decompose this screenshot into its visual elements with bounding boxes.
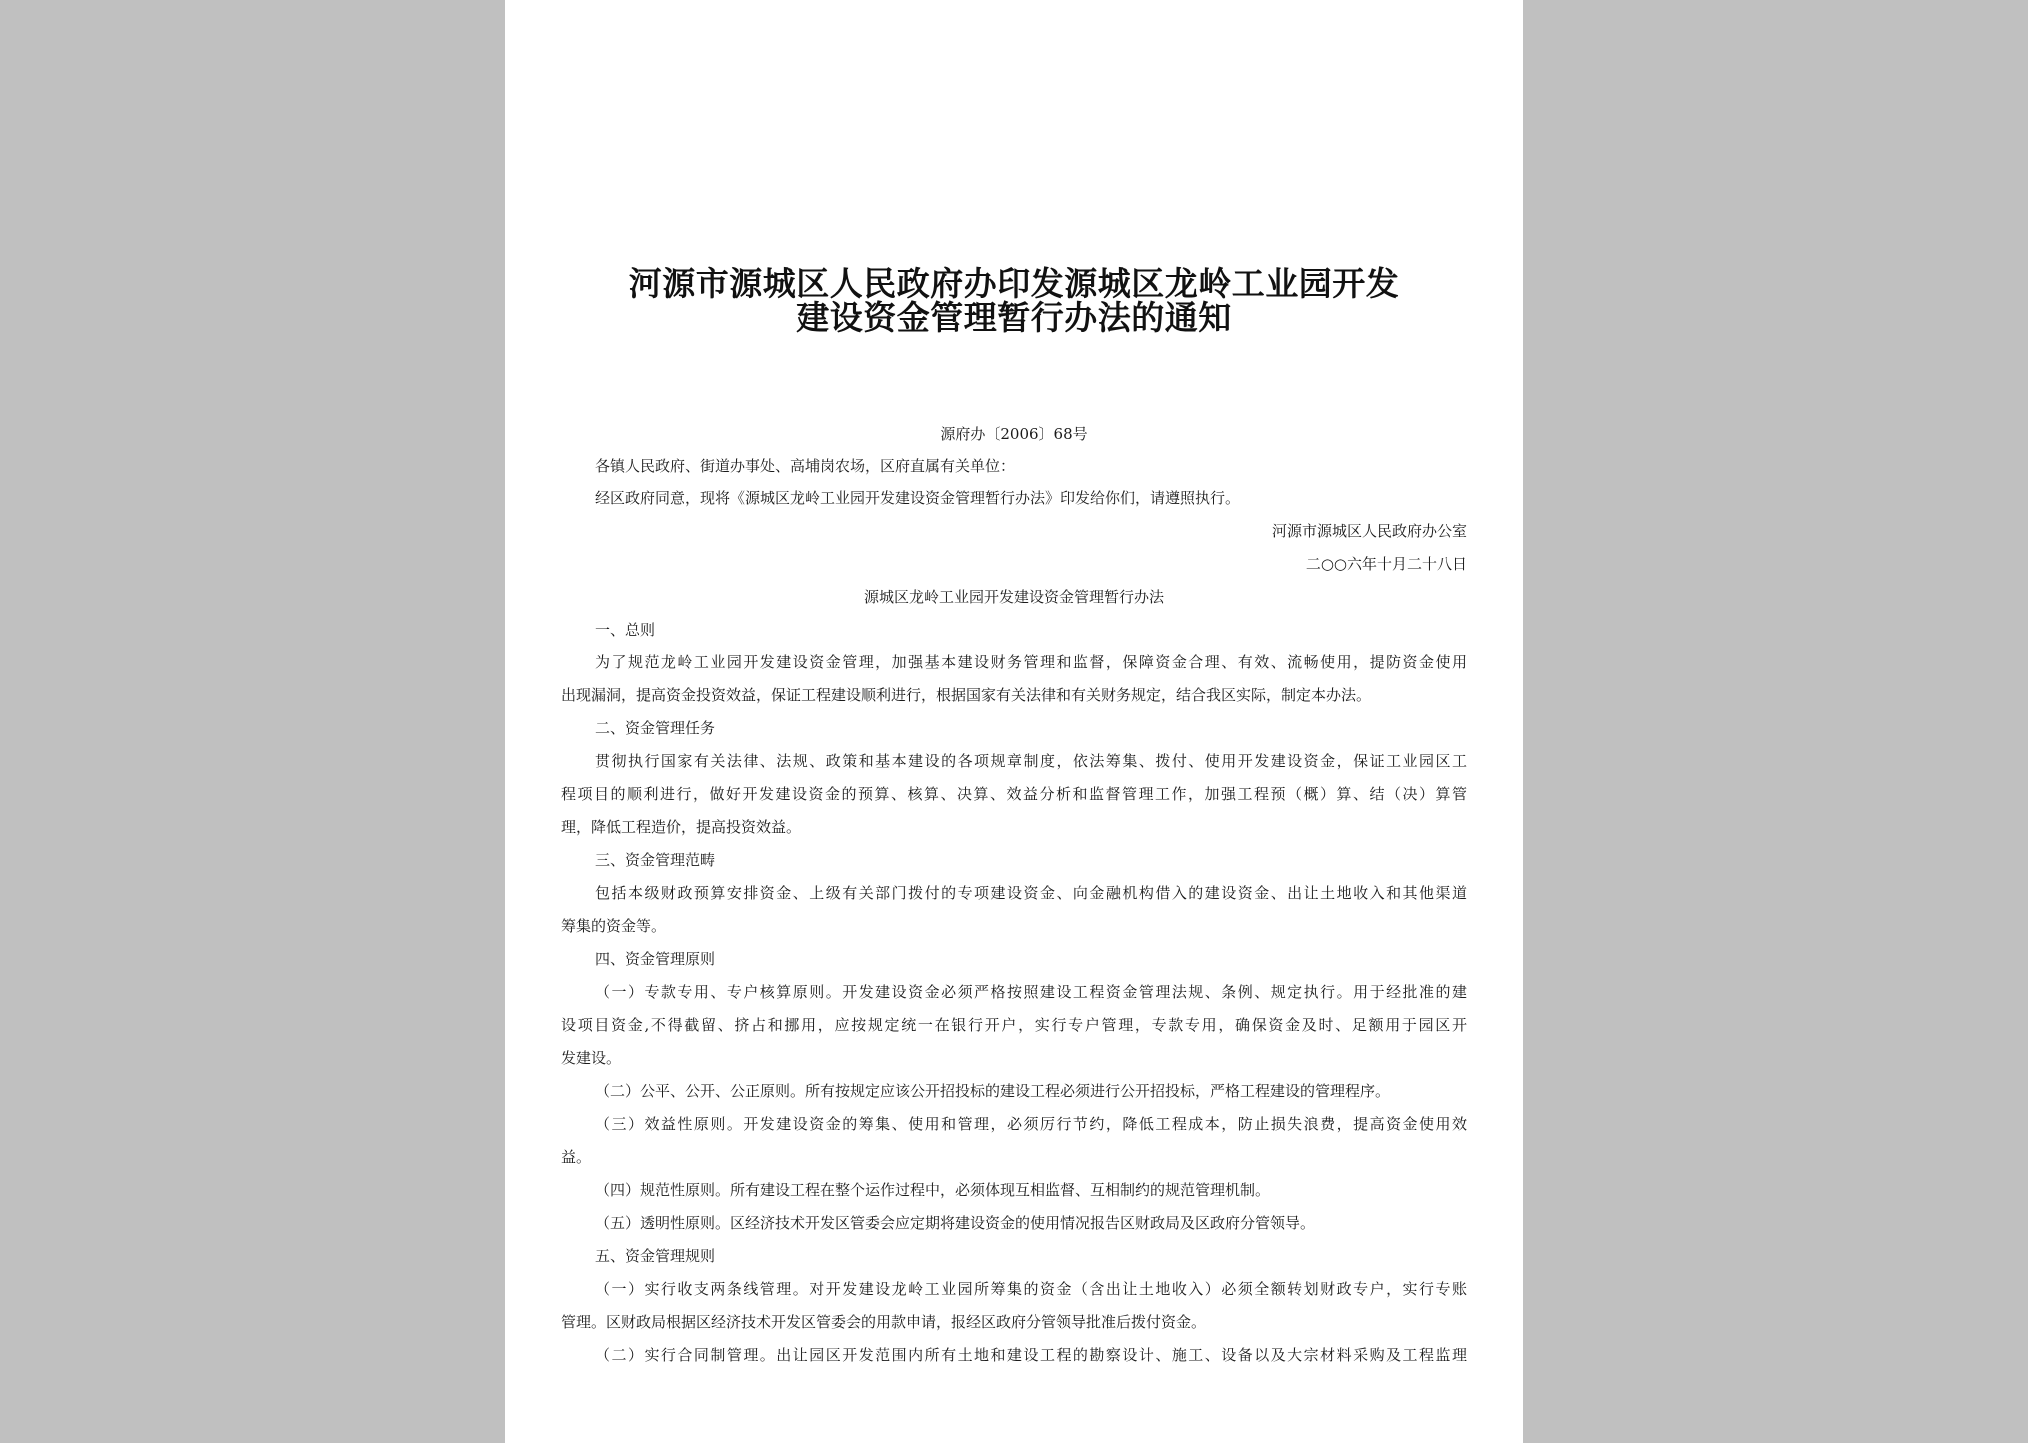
paragraph-line: 包括本级财政预算安排资金、上级有关部门拨付的专项建设资金、向金融机构借入的建设资金、出让土地收入和其他渠道: [595, 884, 1467, 902]
paragraph-line: （二）公平、公开、公正原则。所有按规定应该公开招投标的建设工程必须进行公开招投标，严格工程建设的管理程序。: [595, 1082, 1391, 1100]
paragraph-line: 贯彻执行国家有关法律、法规、政策和基本建设的各项规章制度，依法筹集、拨付、使用开发建设资金，保证工业园区工: [595, 752, 1467, 770]
section-heading: 四、资金管理原则: [595, 950, 716, 968]
addressee-line: 各镇人民政府、街道办事处、高埔岗农场，区府直属有关单位：: [595, 457, 1016, 475]
section-heading: 二、资金管理任务: [595, 719, 716, 737]
document-page: [505, 0, 1523, 1443]
paragraph-line: （四）规范性原则。所有建设工程在整个运作过程中，必须体现互相监督、互相制约的规范管理机制。: [595, 1181, 1271, 1199]
paragraph-line: （五）透明性原则。区经济技术开发区管委会应定期将建设资金的使用情况报告区财政局及区政府分管领导。: [595, 1214, 1316, 1232]
paragraph-line: 筹集的资金等。: [561, 917, 667, 935]
paragraph-line: 理，降低工程造价，提高投资效益。: [561, 818, 802, 836]
issuer-signature: 河源市源城区人民政府办公室: [1271, 522, 1467, 540]
paragraph-line: 发建设。: [561, 1049, 622, 1067]
document-title-line-2: 建设资金管理暂行办法的通知: [796, 298, 1232, 337]
paragraph-line: 出现漏洞，提高资金投资效益，保证工程建设顺利进行，根据国家有关法律和有关财务规定，结合我区实际，制定本办法。: [561, 686, 1372, 704]
paragraph-line: （三）效益性原则。开发建设资金的筹集、使用和管理，必须厉行节约，降低工程成本，防止损失浪费，提高资金使用效: [595, 1115, 1467, 1133]
section-heading: 三、资金管理范畴: [595, 851, 716, 869]
intro-paragraph: 经区政府同意，现将《源城区龙岭工业园开发建设资金管理暂行办法》印发给你们，请遵照执行。: [595, 489, 1241, 507]
paragraph-line: 设项目资金,不得截留、挤占和挪用，应按规定统一在银行开户，实行专户管理，专款专用，确保资金及时、足额用于园区开: [561, 1016, 1467, 1034]
paragraph-line: （二）实行合同制管理。出让园区开发范围内所有土地和建设工程的勘察设计、施工、设备以及大宗材料采购及工程监理: [595, 1346, 1467, 1364]
document-number: 源府办〔2006〕68号: [940, 425, 1088, 443]
issue-date: 二○○六年十月二十八日: [1305, 555, 1467, 573]
paragraph-line: 程项目的顺利进行，做好开发建设资金的预算、核算、决算、效益分析和监督管理工作，加强工程预（概）算、结（决）算管: [561, 785, 1467, 803]
paragraph-line: 管理。区财政局根据区经济技术开发区管委会的用款申请，报经区政府分管领导批准后拨付资金。: [561, 1313, 1207, 1331]
section-heading: 一、总则: [595, 621, 656, 639]
paragraph-line: 为了规范龙岭工业园开发建设资金管理，加强基本建设财务管理和监督，保障资金合理、有效、流畅使用，提防资金使用: [595, 653, 1467, 671]
paragraph-line: 益。: [561, 1148, 592, 1166]
document-title-line-1: 河源市源城区人民政府办印发源城区龙岭工业园开发: [628, 264, 1400, 303]
paragraph-line: （一）实行收支两条线管理。对开发建设龙岭工业园所筹集的资金（含出让土地收入）必须全额转划财政专户，实行专账: [595, 1280, 1467, 1298]
paragraph-line: （一）专款专用、专户核算原则。开发建设资金必须严格按照建设工程资金管理法规、条例、规定执行。用于经批准的建: [595, 983, 1467, 1001]
section-heading: 五、资金管理规则: [595, 1247, 716, 1265]
regulation-subtitle: 源城区龙岭工业园开发建设资金管理暂行办法: [863, 588, 1164, 606]
